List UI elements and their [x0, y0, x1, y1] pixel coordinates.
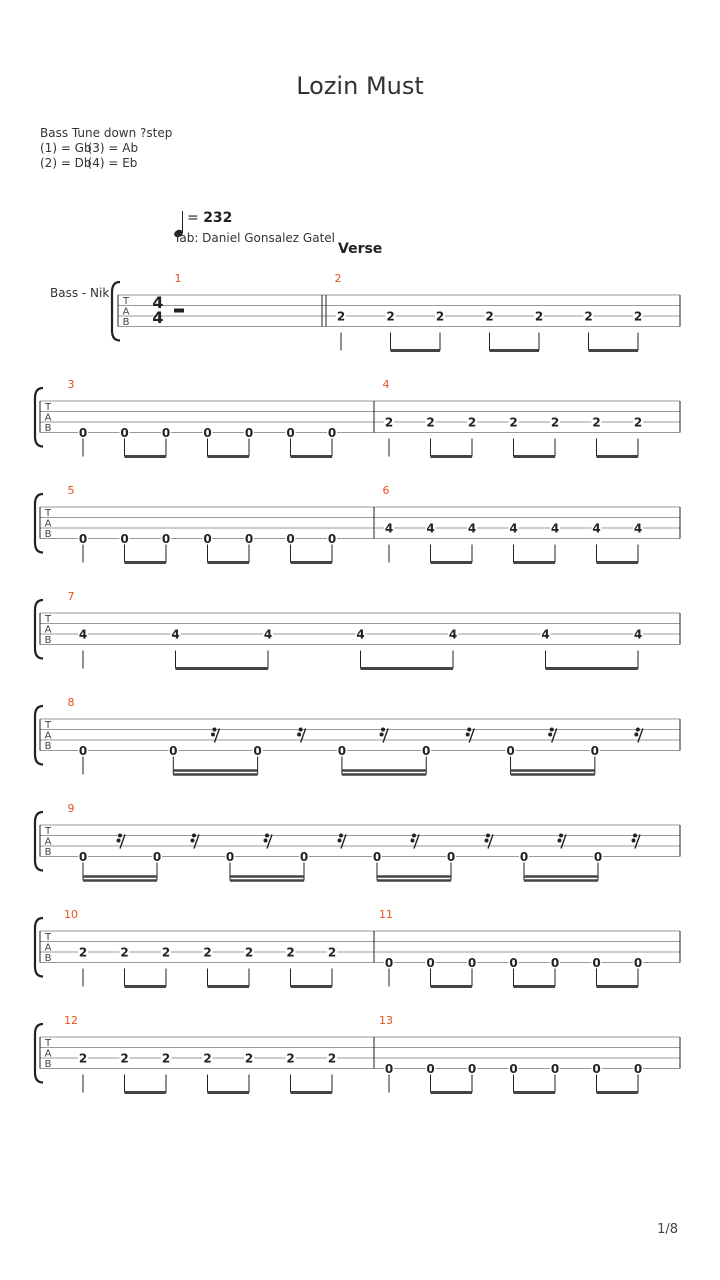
tab-clef-letter: T [122, 296, 130, 307]
fret-number: 2 [161, 945, 171, 960]
fret-number: 0 [446, 850, 456, 864]
fret-number: 0 [592, 1062, 601, 1076]
fret-number: 2 [509, 415, 518, 430]
tab-clef-letter: B [44, 741, 52, 752]
tuning-line: Bass Tune down ?step [40, 126, 173, 140]
fret-number: 2 [120, 1051, 129, 1066]
rest-flag [485, 839, 489, 843]
fret-number: 0 [384, 956, 394, 970]
fret-number: 4 [263, 627, 273, 642]
fret-number: 0 [161, 532, 171, 546]
fret-number: 0 [120, 426, 129, 440]
fret-number: 0 [550, 956, 560, 970]
rest-flag [338, 839, 342, 843]
rest-flag [559, 834, 563, 838]
fret-number: 0 [299, 850, 309, 864]
measure-number: 5 [67, 484, 75, 497]
fret-number: 0 [426, 1062, 435, 1076]
rest-flag [412, 834, 416, 838]
measure-number: 7 [67, 590, 75, 603]
fret-number: 0 [467, 956, 477, 970]
fret-number: 0 [78, 532, 88, 546]
fret-number: 4 [426, 521, 435, 536]
fret-number: 2 [633, 309, 643, 324]
fret-number: 2 [485, 309, 494, 324]
fret-number: 0 [161, 426, 171, 440]
fret-number: 0 [384, 1062, 394, 1076]
rest-flag [339, 834, 343, 838]
fret-number: 0 [426, 956, 435, 970]
measure-number: 6 [382, 484, 390, 497]
fret-number: 2 [384, 415, 394, 430]
track-name: Bass - Nik [50, 286, 110, 300]
fret-number: 0 [244, 532, 254, 546]
tab-clef-letter: B [44, 1059, 52, 1070]
system-brace [35, 1024, 43, 1083]
fret-number: 0 [78, 744, 88, 758]
fret-number: 2 [435, 309, 445, 324]
tab-clef-letter: B [44, 635, 52, 646]
tab-clef-letter: A [44, 942, 52, 954]
fret-number: 4 [633, 627, 643, 642]
fret-number: 0 [633, 956, 643, 970]
fret-number: 0 [225, 850, 235, 864]
fret-number: 0 [203, 532, 212, 546]
measure-number: 8 [67, 696, 75, 709]
tab-clef-letter: T [44, 932, 52, 943]
fret-number: 0 [592, 956, 601, 970]
fret-number: 2 [534, 309, 544, 324]
rest-flag [192, 834, 196, 838]
fret-number: 0 [422, 744, 431, 758]
fret-number: 2 [78, 945, 88, 960]
fret-number: 0 [286, 426, 295, 440]
rest-flag [265, 834, 269, 838]
tab-clef-letter: T [44, 402, 52, 413]
measure-number: 2 [334, 272, 342, 285]
measure-number: 11 [379, 908, 393, 921]
rest-flag [212, 728, 216, 732]
rest-flag [299, 728, 303, 732]
rest-flag [633, 834, 637, 838]
rest-flag [486, 834, 490, 838]
tab-clef-letter: B [122, 317, 130, 328]
rest-flag [636, 728, 640, 732]
tab-clef-letter: B [44, 529, 52, 540]
rest-flag [264, 839, 268, 843]
fret-number: 2 [120, 945, 129, 960]
rest-flag [548, 733, 552, 737]
fret-number: 2 [633, 415, 643, 430]
measure-number: 1 [174, 272, 182, 285]
fret-number: 2 [244, 1051, 254, 1066]
measure-number: 13 [379, 1014, 393, 1027]
system-brace [35, 600, 43, 659]
fret-number: 0 [337, 744, 347, 758]
fret-number: 2 [327, 1051, 337, 1066]
section-label: Verse [338, 241, 383, 257]
fret-number: 0 [590, 744, 600, 758]
fret-number: 4 [171, 627, 180, 642]
tab-clef-letter: A [44, 518, 52, 530]
fret-number: 2 [467, 415, 477, 430]
fret-number: 0 [152, 850, 162, 864]
measure-number: 3 [67, 378, 75, 391]
rest-flag [191, 839, 195, 843]
system-brace [112, 282, 120, 341]
measure-number: 9 [67, 802, 75, 815]
rest-flag [467, 728, 471, 732]
tab-clef-letter: T [44, 508, 52, 519]
fret-number: 4 [541, 627, 550, 642]
time-signature-bottom: 4 [152, 308, 164, 327]
fret-number: 2 [584, 309, 593, 324]
fret-number: 2 [203, 1051, 212, 1066]
rest-flag [297, 733, 301, 737]
tab-clef-letter: B [44, 423, 52, 434]
fret-number: 4 [467, 521, 477, 536]
fret-number: 2 [203, 945, 212, 960]
rest-flag [211, 733, 215, 737]
rest-flag [411, 839, 415, 843]
time-signature-top: 4 [152, 293, 164, 312]
tab-clef-letter: A [44, 624, 52, 636]
fret-number: 4 [384, 521, 394, 536]
tab-clef-letter: A [122, 306, 130, 318]
fret-number: 0 [633, 1062, 643, 1076]
rest-flag [632, 839, 636, 843]
system-brace [35, 918, 43, 977]
fret-number: 0 [550, 1062, 560, 1076]
page-number: 1/8 [657, 1222, 678, 1237]
half-rest-icon [174, 309, 184, 313]
tab-credit: Tab: Daniel Gonsalez Gatel [174, 231, 335, 245]
fret-number: 0 [519, 850, 529, 864]
fret-number: 0 [169, 744, 178, 758]
tab-clef-letter: T [44, 826, 52, 837]
fret-number: 0 [78, 850, 88, 864]
tab-clef-letter: A [44, 1048, 52, 1060]
fret-number: 2 [161, 1051, 171, 1066]
fret-number: 0 [467, 1062, 477, 1076]
fret-number: 4 [509, 521, 518, 536]
fret-number: 0 [509, 956, 518, 970]
measure-number: 10 [64, 908, 78, 921]
tab-clef-letter: T [44, 614, 52, 625]
fret-number: 2 [286, 945, 295, 960]
fret-number: 2 [426, 415, 435, 430]
tab-clef-letter: A [44, 836, 52, 848]
fret-number: 2 [336, 309, 346, 324]
fret-number: 4 [633, 521, 643, 536]
tab-clef-letter: A [44, 412, 52, 424]
rest-flag [381, 728, 385, 732]
rest-flag [466, 733, 470, 737]
fret-number: 2 [286, 1051, 295, 1066]
song-title: Lozin Must [296, 72, 424, 100]
fret-number: 0 [120, 532, 129, 546]
fret-number: 0 [327, 532, 337, 546]
rest-flag [380, 733, 384, 737]
fret-number: 0 [509, 1062, 518, 1076]
fret-number: 0 [372, 850, 382, 864]
fret-number: 4 [78, 627, 88, 642]
rest-flag [118, 834, 122, 838]
fret-number: 2 [550, 415, 560, 430]
fret-number: 0 [78, 426, 88, 440]
fret-number: 0 [506, 744, 515, 758]
fret-number: 4 [550, 521, 560, 536]
fret-number: 0 [286, 532, 295, 546]
fret-number: 4 [592, 521, 601, 536]
tempo-marking: = 232 [187, 210, 233, 226]
rest-flag [117, 839, 121, 843]
system-brace [35, 388, 43, 447]
tuning-line: (2) = Db(4) = Eb [40, 156, 138, 170]
fret-number: 0 [327, 426, 337, 440]
tuning-line: (1) = Gb(3) = Ab [40, 141, 139, 155]
rest-flag [634, 733, 638, 737]
tab-clef-letter: T [44, 1038, 52, 1049]
fret-number: 0 [253, 744, 262, 758]
rest-flag [550, 728, 554, 732]
tab-clef-letter: T [44, 720, 52, 731]
system-brace [35, 812, 43, 871]
fret-number: 0 [593, 850, 603, 864]
fret-number: 4 [356, 627, 365, 642]
fret-number: 2 [592, 415, 601, 430]
fret-number: 0 [203, 426, 212, 440]
fret-number: 0 [244, 426, 254, 440]
rest-flag [558, 839, 562, 843]
system-brace [35, 706, 43, 765]
fret-number: 2 [386, 309, 395, 324]
tab-clef-letter: B [44, 953, 52, 964]
fret-number: 2 [244, 945, 254, 960]
fret-number: 2 [78, 1051, 88, 1066]
tab-clef-letter: B [44, 847, 52, 858]
measure-number: 12 [64, 1014, 78, 1027]
measure-number: 4 [382, 378, 390, 391]
fret-number: 2 [327, 945, 337, 960]
fret-number: 4 [448, 627, 458, 642]
system-brace [35, 494, 43, 553]
tab-clef-letter: A [44, 730, 52, 742]
